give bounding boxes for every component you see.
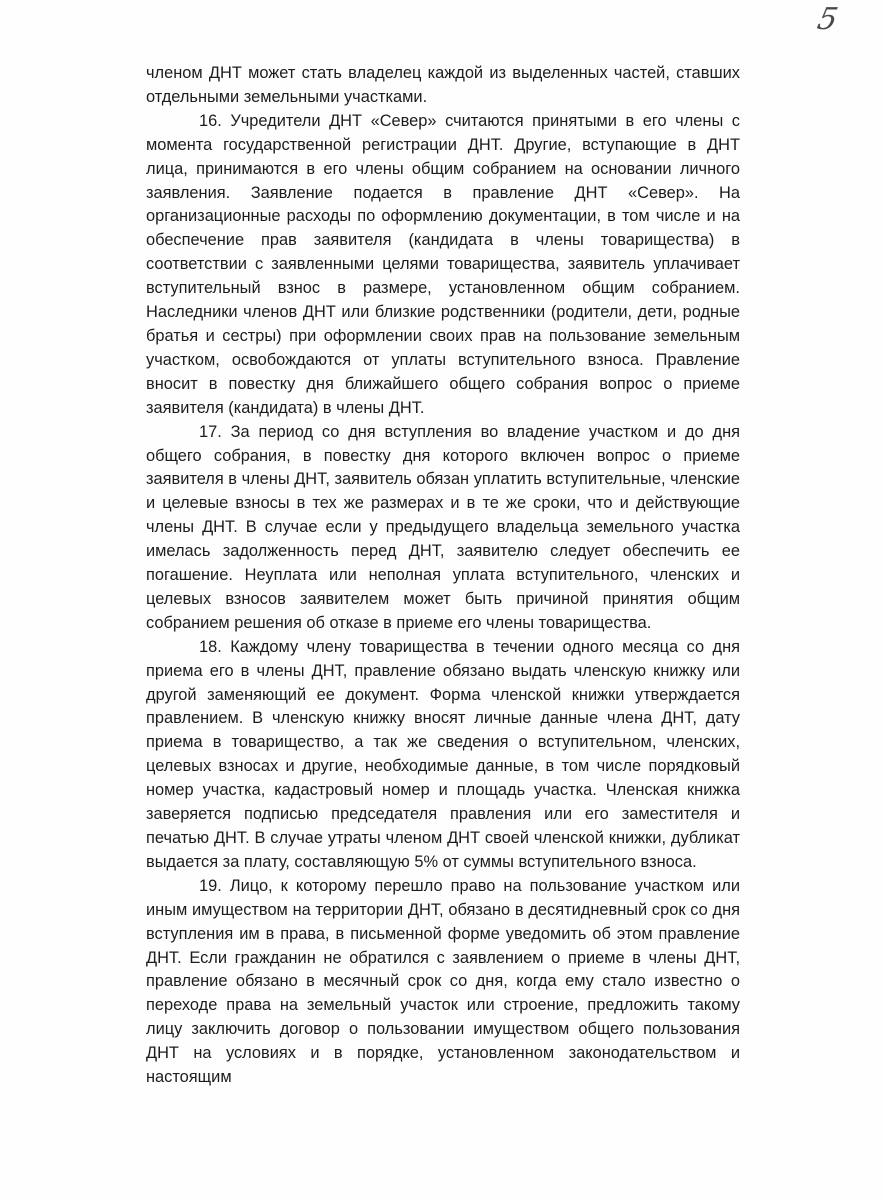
paragraph-19: 19. Лицо, к которому перешло право на пользование участком или иным имуществом на территории ДНТ, обязано в десятидневный срок со дня вступления им в права, в письменной форме уведомить об этом правление ДНТ. Если гражданин не обратился с заявлением о приеме в члены ДНТ, правление обязано в месячный срок со дня, когда ему стало известно о переходе права на земельный участок или строение, предложить такому лицу заключить договор о пользовании имуществом общего пользования ДНТ на условиях и в порядке, установленном законодательством и настоящим	[146, 876, 740, 1087]
document-body	[146, 62, 740, 1090]
paragraph-continuation: членом ДНТ может стать владелец каждой из выделенных частей, ставших отдельными земельными участками.	[146, 64, 740, 106]
paragraph-16: 16. Учредители ДНТ «Север» считаются принятыми в его члены с момента государственной регистрации ДНТ. Другие, вступающие в ДНТ лица, принимаются в его члены общим собранием на основании личного заявления. Заявление подается в правление ДНТ «Север». На организационные расходы по оформлению документации, в том числе и на обеспечение прав заявителя (кандидата в члены товарищества) в соответствии с заявленными целями товарищества, заявитель уплачивает вступительный взнос в размере, установленном общим собранием. Наследники членов ДНТ или близкие родственники (родители, дети, родные братья и сестры) при оформлении своих прав на пользование земельным участком, освобождаются от уплаты вступительного взноса. Правление вносит в повестку дня ближайшего общего собрания вопрос о приеме заявителя (кандидата) в члены ДНТ.	[146, 111, 740, 417]
paragraph-18: 18. Каждому члену товарищества в течении одного месяца со дня приема его в члены ДНТ, правление обязано выдать членскую книжку или другой заменяющий ее документ. Форма членской книжки утверждается правлением. В членскую книжку вносят личные данные члена ДНТ, дату приема в товарищество, а так же сведения о вступительном, членских, целевых взносах и другие, необходимые данные, в том числе порядковый номер участка, кадастровый номер и площадь участка. Членская книжка заверяется подписью председателя правления или его заместителя и печатью ДНТ. В случае утраты членом ДНТ своей членской книжки, дубликат выдается за плату, составляющую 5% от суммы вступительного взноса.	[146, 637, 740, 871]
paragraph-17: 17. За период со дня вступления во владение участком и до дня общего собрания, в повестку дня которого включен вопрос о приеме заявителя в члены ДНТ, заявитель обязан уплатить вступительные, членские и целевые взносы в тех же размерах и в те же сроки, что и действующие члены ДНТ. В случае если у предыдущего владельца земельного участка имелась задолженность перед ДНТ, заявителю следует обеспечить ее погашение. Неуплата или неполная уплата вступительного, членских и целевых взносов заявителем может быть причиной принятия общим собранием решения об отказе в приеме его члены товарищества.	[146, 422, 740, 632]
handwritten-page-number: 5	[814, 2, 841, 37]
